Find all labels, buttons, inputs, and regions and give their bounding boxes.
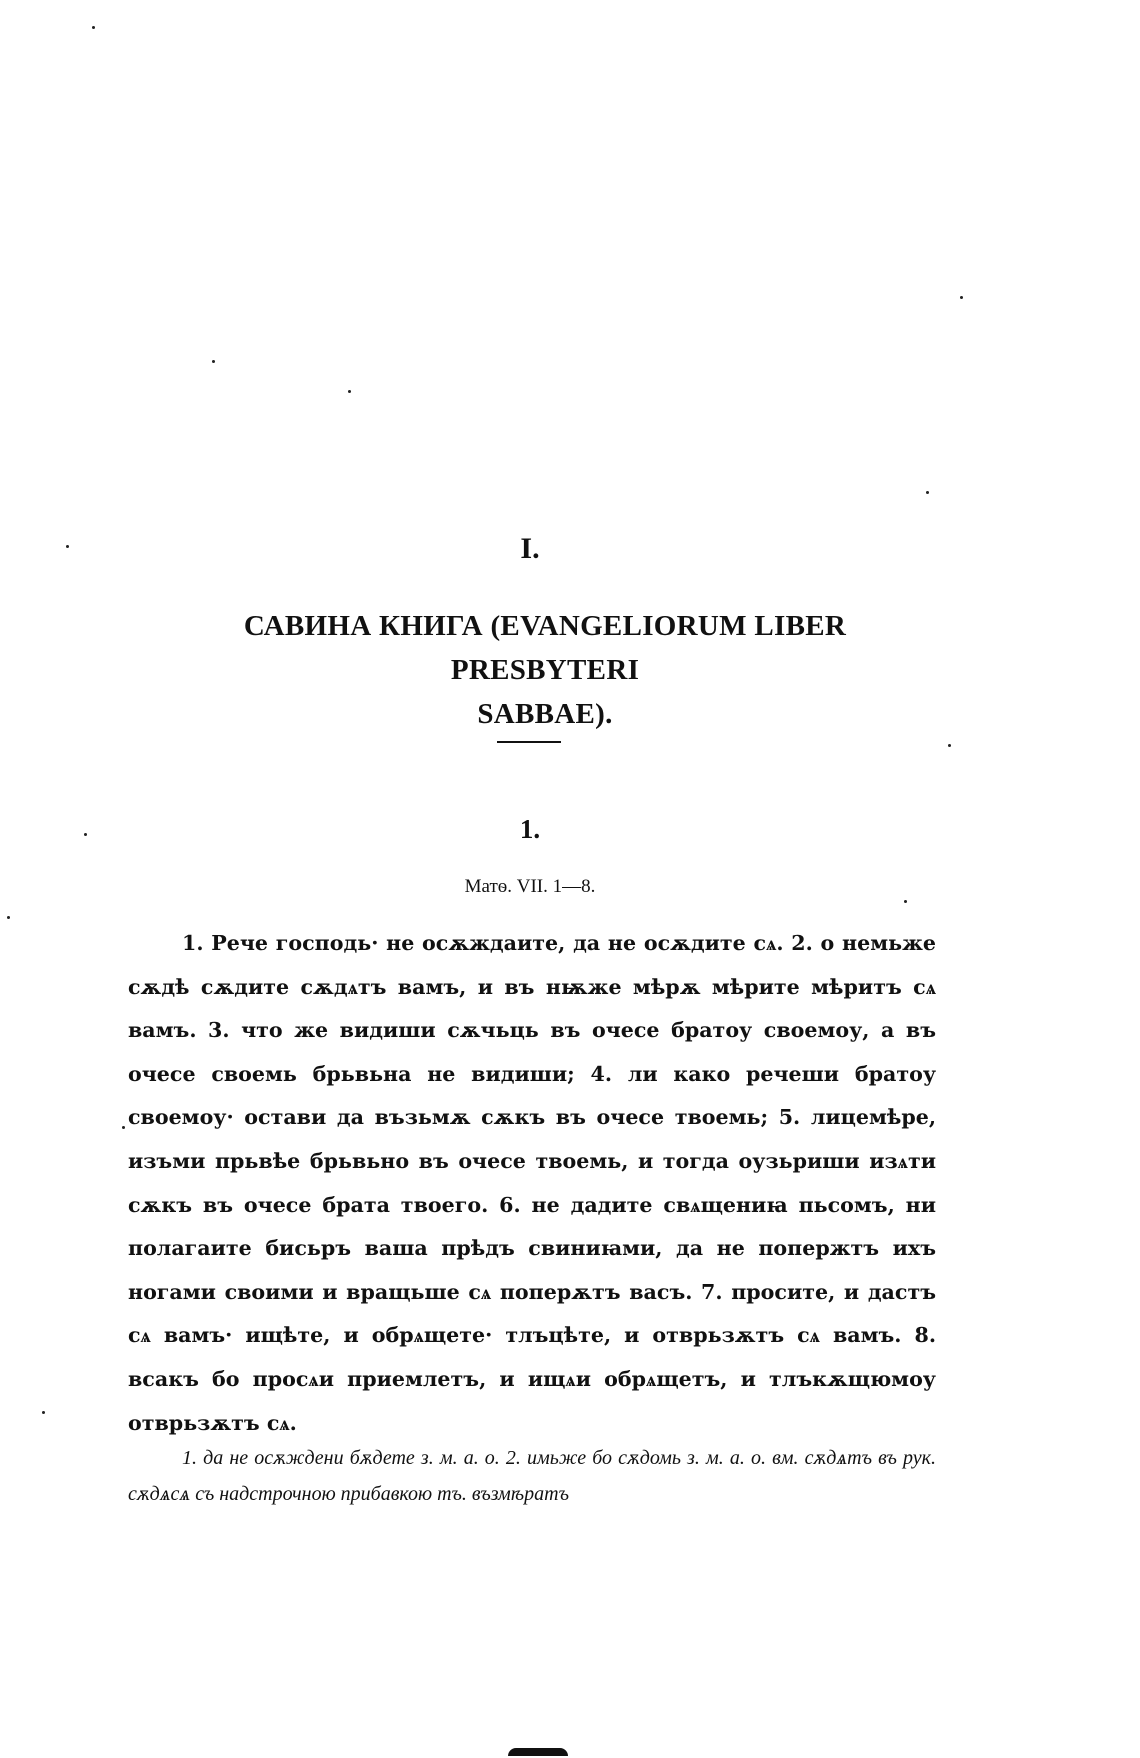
main-title-line-1: САВИНА КНИГА (EVANGELIORUM LIBER PRESBYTERI: [243, 610, 847, 686]
scan-speck: [7, 916, 10, 919]
section-numeral: I.: [520, 532, 540, 565]
scan-speck: [212, 360, 215, 363]
scan-speck: [904, 900, 907, 903]
scan-speck: [84, 833, 87, 836]
scan-speck: [122, 1126, 125, 1129]
scan-speck: [948, 744, 951, 747]
passage-number: 1.: [519, 814, 541, 844]
scan-speck: [960, 296, 963, 299]
scan-speck: [92, 26, 95, 29]
main-title-line-2: SABBAE).: [477, 698, 613, 730]
scan-speck: [348, 390, 351, 393]
title-divider: [497, 741, 561, 743]
footnote-apparatus: 1. да не осѫждени бѫдете з. м. а. о. 2. имьже бо сѫдомь з. м. а. о. вм. сѫдѧтъ въ рук. сѫдѧсѧ съ надстрочною прибавкою тъ. възмѣратъ: [128, 1447, 936, 1505]
scan-speck: [926, 491, 929, 494]
scan-speck: [66, 545, 69, 548]
page-bottom-mark: [508, 1748, 568, 1756]
main-title: [150, 604, 940, 736]
scan-speck: [42, 1411, 45, 1414]
scripture-reference: Матѳ. VII. 1—8.: [464, 876, 596, 897]
gospel-text: 1. Рече господь· не осѫждаите, да не осѫдите сѧ. 2. о немьже сѫдѣ сѫдите сѫдѧтъ вамъ, и въ нѭже мѣрѫ мѣрите мѣритъ сѧ вамъ. 3. что же видиши сѫчьць въ очесе братоу своемоу, а въ очесе своемь брьвьна не видиши; 4. ли како речеши братоу своемоу· остави да възьмѫ сѫкъ въ очесе твоемь; 5. лицемѣре, изъми прьвѣе брьвьно въ очесе твоемь, и тогда оузьриши изѧти сѫкъ въ очесе брата твоего. 6. не дадите свѧщениꙗ пьсомъ, ни полагаите бисьръ ваша прѣдъ свиниꙗми, да не попержтъ ихъ ногами своими и вращьше сѧ поперѫтъ васъ. 7. просите, и дастъ сѧ вамъ· ищѣте, и обрѧщете· тлъцѣте, и отврьзѫтъ сѧ вамъ. 8. всакъ бо просѧи приемлетъ, и ищѧи обрѧщетъ, и тлъкѫщюмоу отврьзѫтъ сѧ.: [128, 931, 936, 1435]
